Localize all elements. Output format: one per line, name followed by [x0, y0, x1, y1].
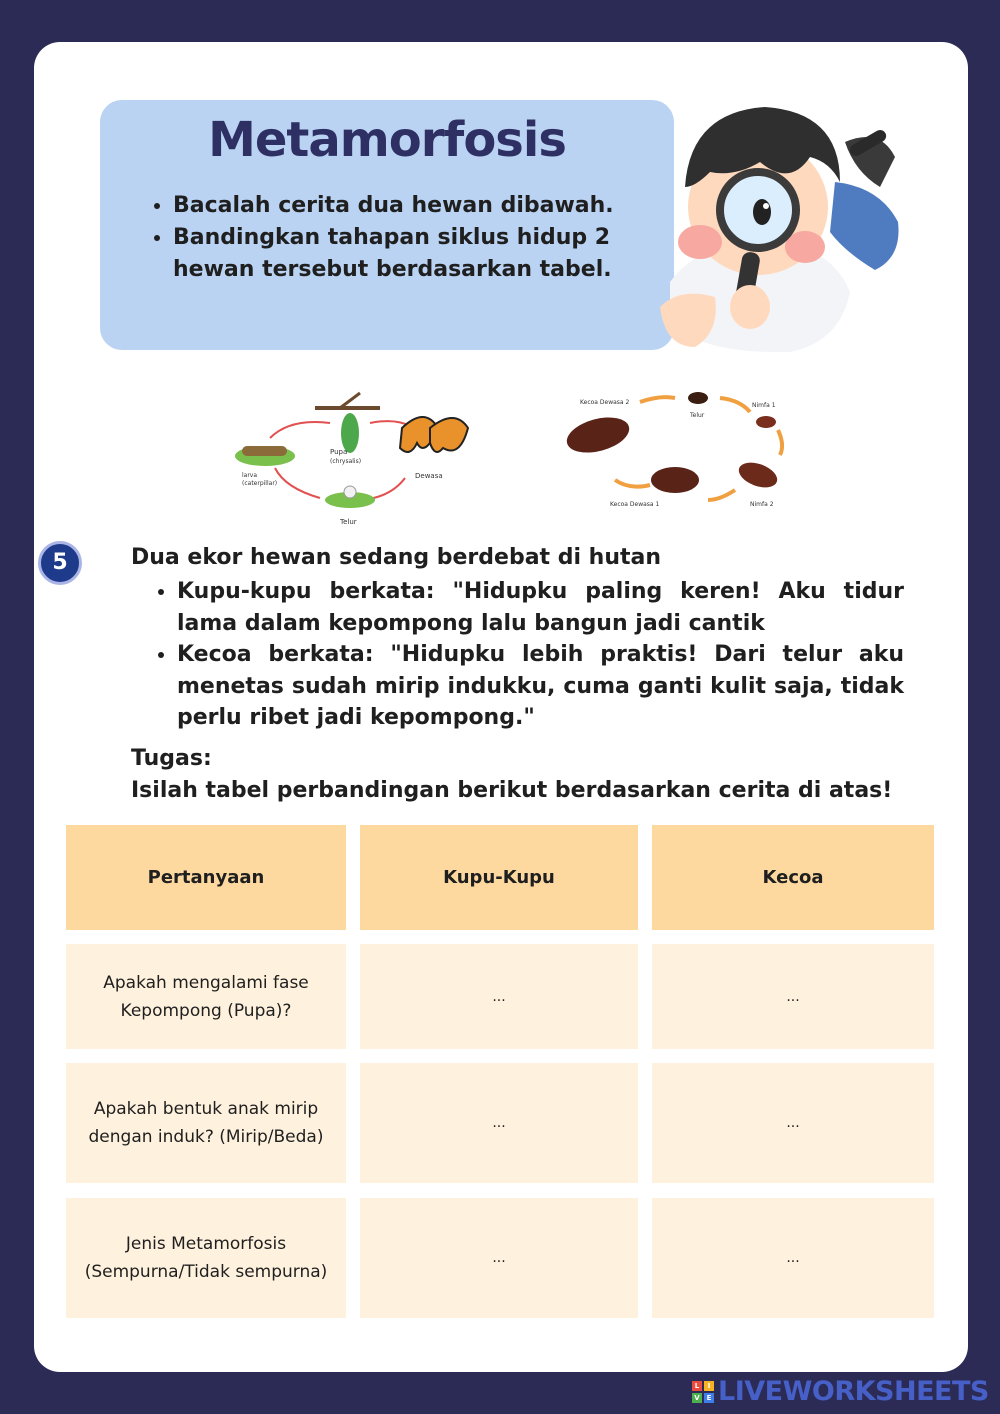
answer-field-cockroach-row-1[interactable]: ... [652, 944, 934, 1049]
story-intro: Dua ekor hewan sedang berdebat di hutan [131, 545, 662, 570]
statement-cockroach: • Kecoa berkata: "Hidupku lebih praktis! Dari telur aku menetas sudah mirip indukku, cuma ganti kulit saja, tidak perlu ribet jadi kepompong." [177, 639, 904, 734]
butterfly-label-telur: Telur [340, 518, 357, 526]
cockroach-label-dewasa-1: Kecoa Dewasa 1 [610, 501, 660, 508]
liveworksheets-logo[interactable] [692, 1376, 989, 1407]
cockroach-label-dewasa-2: Kecoa Dewasa 2 [580, 399, 630, 406]
answer-field-cockroach-row-3[interactable]: ... [652, 1198, 934, 1318]
kid-magnifier-illustration [640, 92, 910, 362]
cockroach-label-nimfa-1: Nimfa 1 [752, 402, 776, 409]
page-title: Metamorfosis [208, 112, 566, 168]
logo-letter: V [692, 1393, 702, 1403]
cockroach-life-cycle-diagram [560, 390, 800, 515]
butterfly-label-dewasa: Dewasa [415, 472, 443, 480]
logo-mark-icon [692, 1381, 714, 1403]
butterfly-life-cycle-diagram [230, 388, 475, 528]
answer-field-butterfly-row-2[interactable]: ... [360, 1063, 638, 1183]
cockroach-label-telur: Telur [690, 412, 705, 419]
table-row-1-question: Apakah mengalami fase Kepompong (Pupa)? [66, 944, 346, 1049]
instruction-item: • Bandingkan tahapan siklus hidup 2 hewan tersebut berdasarkan tabel. [173, 222, 673, 286]
task-label: Tugas: [131, 746, 212, 771]
table-header-question: Pertanyaan [66, 825, 346, 930]
table-row-2-question: Apakah bentuk anak mirip dengan induk? (Mirip/Beda) [66, 1063, 346, 1183]
statement-butterfly: • Kupu-kupu berkata: "Hidupku paling keren! Aku tidur lama dalam kepompong lalu bangun jadi cantik [177, 576, 904, 639]
logo-letter: L [692, 1381, 702, 1391]
butterfly-label-chrysalis: (chrysalis) [330, 458, 362, 465]
answer-field-butterfly-row-3[interactable]: ... [360, 1198, 638, 1318]
butterfly-label-pupa: Pupa [330, 448, 348, 456]
question-number-badge: 5 [38, 541, 82, 585]
logo-text: LIVEWORKSHEETS [718, 1376, 989, 1407]
story-statements [150, 576, 904, 734]
logo-letter: I [704, 1381, 714, 1391]
instruction-list [145, 190, 673, 286]
table-header-cockroach: Kecoa [652, 825, 934, 930]
logo-letter: E [704, 1393, 714, 1403]
table-header-butterfly: Kupu-Kupu [360, 825, 638, 930]
butterfly-label-caterpillar: (caterpillar) [242, 480, 278, 487]
cockroach-label-nimfa-2: Nimfa 2 [750, 501, 774, 508]
answer-field-butterfly-row-1[interactable]: ... [360, 944, 638, 1049]
instruction-item: • Bacalah cerita dua hewan dibawah. [173, 190, 673, 222]
answer-field-cockroach-row-2[interactable]: ... [652, 1063, 934, 1183]
butterfly-label-larva: larva [242, 472, 258, 479]
table-row-3-question: Jenis Metamorfosis (Sempurna/Tidak sempurna) [66, 1198, 346, 1318]
task-text: Isilah tabel perbandingan berikut berdasarkan cerita di atas! [131, 778, 893, 803]
